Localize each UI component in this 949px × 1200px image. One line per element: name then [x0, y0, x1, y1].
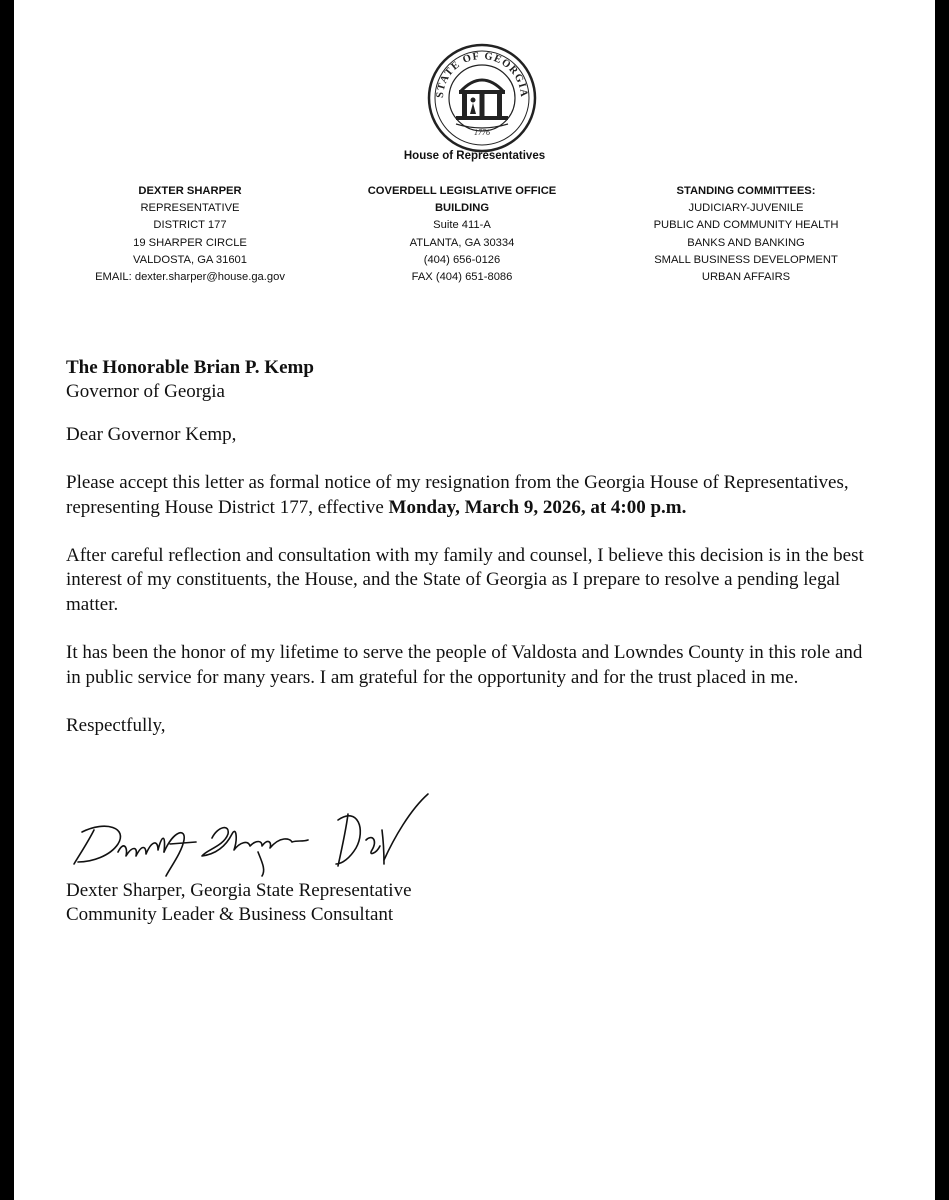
- committees-heading: STANDING COMMITTEES:: [676, 185, 816, 197]
- state-seal-icon: [426, 42, 538, 154]
- committee-item: SMALL BUSINESS DEVELOPMENT: [654, 253, 838, 266]
- office-building-line2: BUILDING: [434, 202, 490, 215]
- representative-title: REPRESENTATIVE: [140, 202, 240, 215]
- office-phone: (404) 656-0126: [423, 253, 501, 266]
- representative-name: DEXTER SHARPER: [138, 185, 242, 197]
- representative-contact: [54, 183, 326, 286]
- email-line: EMAIL: dexter.sharper@house.ga.gov: [95, 271, 285, 284]
- closing: Respectfully,: [66, 715, 166, 737]
- letter-page: [14, 0, 935, 1200]
- committee-item: URBAN AFFAIRS: [701, 271, 791, 284]
- letter-body: [66, 356, 866, 738]
- paragraph-resignation: [66, 471, 866, 520]
- signer-name: Dexter Sharper, Georgia State Representative: [66, 880, 412, 901]
- state-seal: [426, 42, 538, 154]
- committee-item: PUBLIC AND COMMUNITY HEALTH: [653, 219, 839, 232]
- committee-item: JUDICIARY-JUVENILE: [688, 202, 804, 215]
- effective-date: Monday, March 9, 2026, at 4:00 p.m.: [388, 496, 687, 518]
- greeting: Dear Governor Kemp,: [66, 423, 237, 445]
- representative-district: DISTRICT 177: [153, 219, 227, 232]
- office-building-line1: COVERDELL LEGISLATIVE OFFICE: [367, 185, 557, 197]
- chamber-title: House of Representatives: [403, 150, 546, 162]
- handwritten-signature: [66, 790, 446, 880]
- office-contact: [334, 183, 590, 286]
- home-city: VALDOSTA, GA 31601: [132, 253, 247, 266]
- paragraph-reflection: After careful reflection and consultation with my family and counsel, I believe this decision is in the best interest of my constituents, the House, and the State of Georgia as I prepare to resolve a pending legal matter.: [66, 545, 864, 615]
- addressee-name: The Honorable Brian P. Kemp: [66, 357, 314, 378]
- seal-text: STATE OF GEORGIA: [434, 50, 530, 99]
- signer-title: Community Leader & Business Consultant: [66, 904, 394, 926]
- office-suite: Suite 411-A: [433, 219, 491, 232]
- paragraph-resignation-text: Please accept this letter as formal notice of my resignation from the Georgia House of Representatives, representing House District 177, effective: [66, 472, 849, 518]
- home-street: 19 SHARPER CIRCLE: [133, 236, 247, 249]
- standing-committees: [600, 183, 892, 286]
- committee-item: BANKS AND BANKING: [687, 236, 805, 249]
- office-fax: FAX (404) 651-8086: [411, 271, 513, 284]
- office-city: ATLANTA, GA 30334: [409, 236, 515, 249]
- signature-icon: [66, 790, 446, 880]
- seal-year: 1776: [474, 128, 490, 137]
- signature-block: [66, 879, 412, 928]
- addressee-title: Governor of Georgia: [66, 381, 225, 403]
- paragraph-gratitude: It has been the honor of my lifetime to serve the people of Valdosta and Lowndes County in this role and in public service for many years. I am grateful for the opportunity and for the trust placed in me.: [66, 642, 863, 688]
